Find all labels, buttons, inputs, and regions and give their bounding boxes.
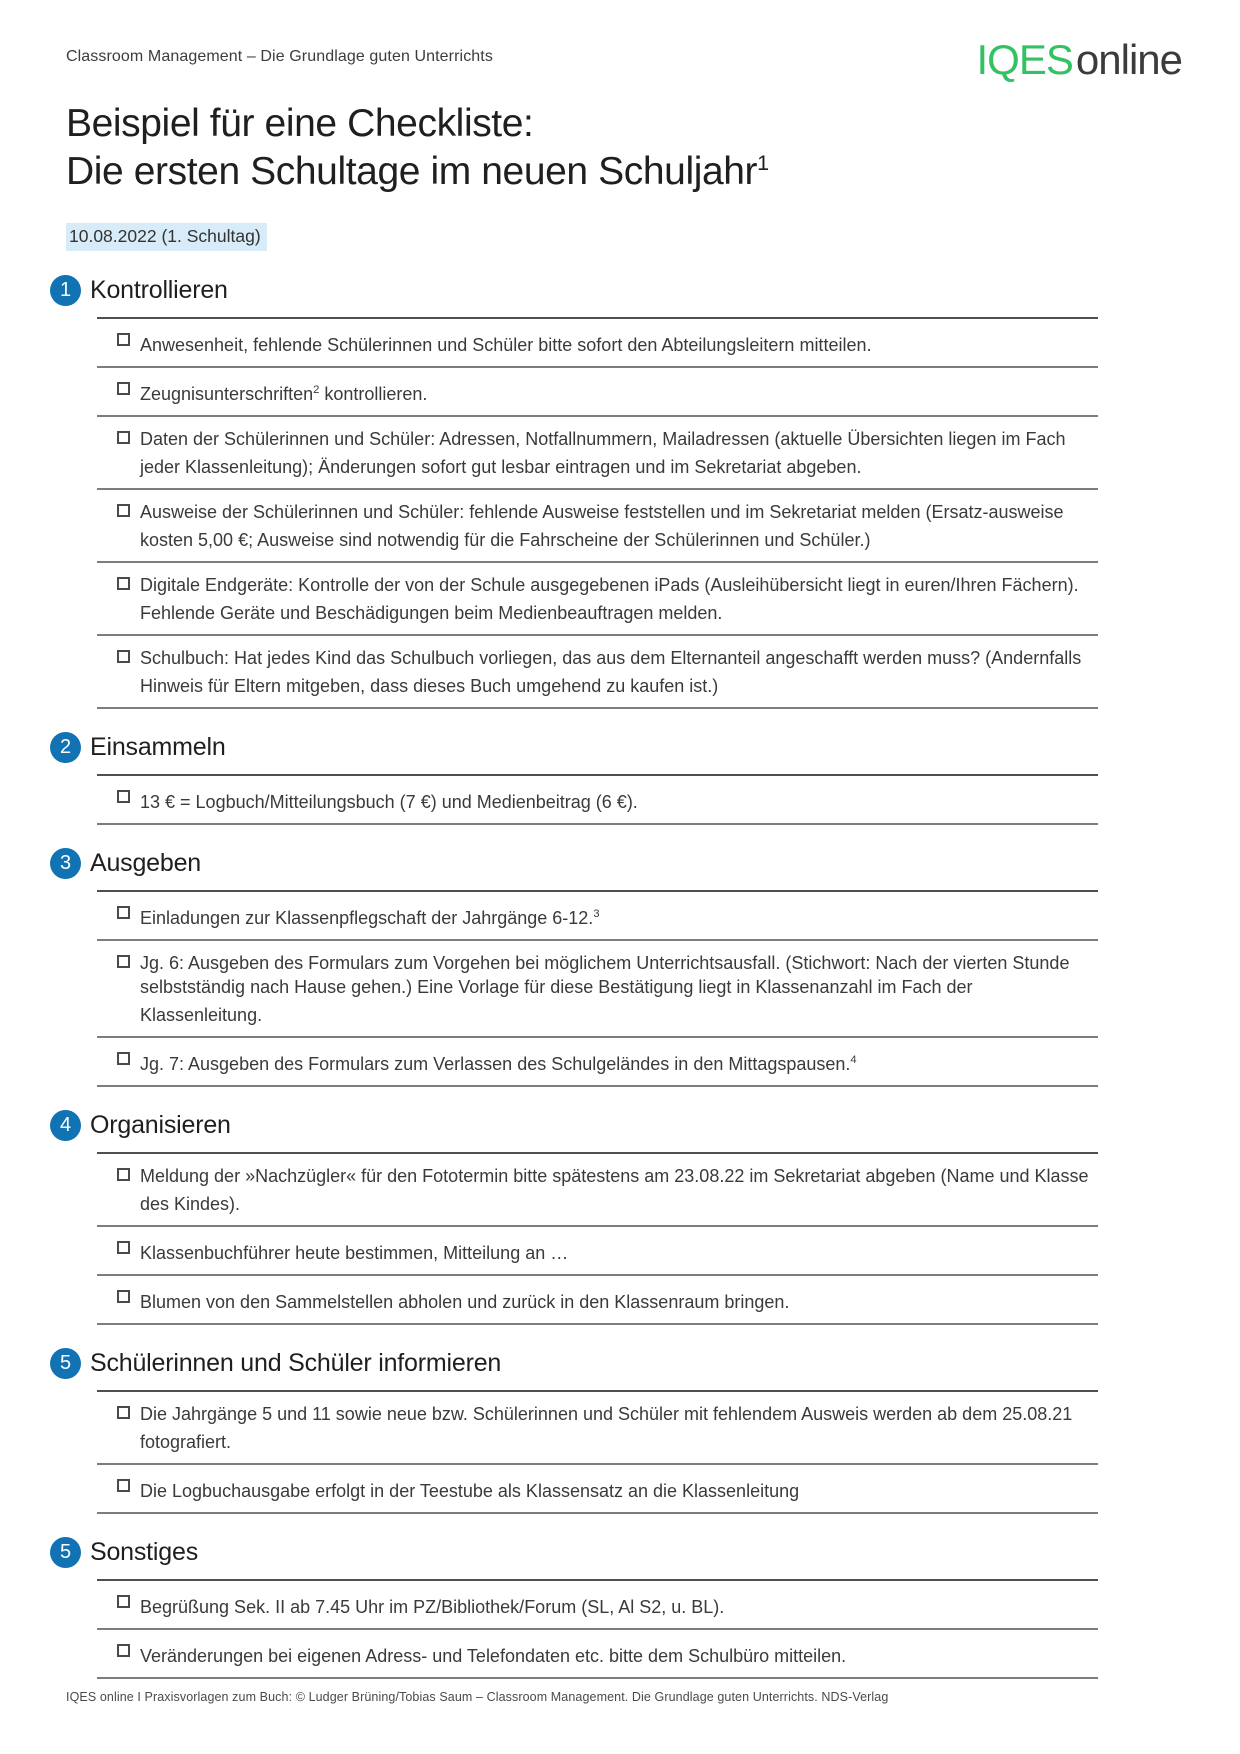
checklist-item-text: 13 € = Logbuch/Mitteilungsbuch (7 €) und Medienbeitrag (6 €). [140, 791, 638, 812]
section-number-badge: 2 [50, 732, 81, 763]
checkbox-icon[interactable] [117, 1241, 130, 1254]
footnote-marker: 2 [313, 383, 320, 396]
section-title: Schülerinnen und Schüler informieren [90, 1348, 502, 1377]
checklist-item-text: Ausweise der Schülerinnen und Schüler: fehlende Ausweise feststellen und im Sekretariat melden (Ersatz-ausweise kosten 5,00 €; Ausweise sind notwendig für die Fahrscheine der Schülerinnen und Schüler.) [140, 501, 1064, 550]
checkbox-icon[interactable] [117, 1052, 130, 1065]
checkbox-icon[interactable] [117, 382, 130, 395]
section-number-badge: 5 [50, 1537, 81, 1568]
logo-text-iqes: IQES [976, 36, 1073, 83]
section-einsammeln [50, 732, 1240, 825]
checkbox-icon[interactable] [117, 955, 130, 968]
checkbox-icon[interactable] [117, 1479, 130, 1492]
checklist-item [97, 892, 1098, 941]
section-header [50, 1537, 1240, 1568]
checklist-item [97, 1154, 1098, 1227]
section-item-list [97, 1579, 1098, 1679]
checklist-item [97, 1227, 1098, 1276]
checklist-item [97, 563, 1098, 636]
page-title-line2: Die ersten Schultage im neuen Schuljahr [66, 150, 758, 194]
checkbox-icon[interactable] [117, 790, 130, 803]
section-header [50, 1110, 1240, 1141]
iqes-online-logo [977, 38, 1182, 82]
date-highlight: 10.08.2022 (1. Schultag) [66, 223, 267, 251]
section-title: Einsammeln [90, 732, 226, 761]
document-header-text: Classroom Management – Die Grundlage guten Unterrichts [66, 48, 493, 65]
section-kontrollieren [50, 275, 1240, 709]
section-title: Ausgeben [90, 848, 201, 877]
checkbox-icon[interactable] [117, 1290, 130, 1303]
section-item-list [97, 1390, 1098, 1514]
footnote-marker: 3 [593, 907, 600, 920]
checklist-item-text: Jg. 6: Ausgeben des Formulars zum Vorgehen bei möglichem Unterrichtsausfall. (Stichwort: Nach der vierten Stunde selbstständig nach Hause gehen.) Eine Vorlage für diese Bestätigung liegt in Klassenanzahl im Fach der Klassenleitung. [140, 952, 1070, 1025]
checklist-item-text: Zeugnisunterschriften$^2$ kontrollieren. [140, 383, 428, 404]
section-number-badge: 5 [50, 1348, 81, 1379]
checklist-item-text: Die Logbuchausgabe erfolgt in der Teestube als Klassensatz an die Klassenleitung [140, 1480, 800, 1501]
checkbox-icon[interactable] [117, 1168, 130, 1181]
section-organisieren [50, 1110, 1240, 1325]
section-item-list [97, 1152, 1098, 1325]
section-header [50, 732, 1240, 763]
checklist-item-text: Die Jahrgänge 5 und 11 sowie neue bzw. Schülerinnen und Schüler mit fehlendem Ausweis werden ab dem 25.08.21 fotografiert. [140, 1403, 1073, 1452]
checkbox-icon[interactable] [117, 577, 130, 590]
section-sonstiges [50, 1537, 1240, 1679]
checklist-item-text: Daten der Schülerinnen und Schüler: Adressen, Notfallnummern, Mailadressen (aktuelle Übersichten liegen im Fach jeder Klassenleitung); Änderungen sofort gut lesbar eintragen und im Sekretariat abgeben. [140, 428, 1066, 477]
section-schueler-informieren [50, 1348, 1240, 1514]
checklist-item [97, 368, 1098, 417]
checklist-item-text: Begrüßung Sek. II ab 7.45 Uhr im PZ/Bibliothek/Forum (SL, Al S2, u. BL). [140, 1596, 725, 1617]
section-number-badge: 3 [50, 848, 81, 879]
checklist-item [97, 417, 1098, 490]
section-number-badge: 4 [50, 1110, 81, 1141]
checklist-sections [0, 275, 1240, 1679]
checklist-item-text: Klassenbuchführer heute bestimmen, Mitteilung an … [140, 1242, 569, 1263]
checkbox-icon[interactable] [117, 431, 130, 444]
checklist-item [97, 1392, 1098, 1465]
checklist-item [97, 1465, 1098, 1514]
checkbox-icon[interactable] [117, 1644, 130, 1657]
section-header [50, 275, 1240, 306]
page-title-line1: Beispiel für eine Checkliste: [66, 102, 534, 146]
checklist-item [97, 941, 1098, 1038]
checklist-item-text: Anwesenheit, fehlende Schülerinnen und Schüler bitte sofort den Abteilungsleitern mitteilen. [140, 334, 872, 355]
checkbox-icon[interactable] [117, 1406, 130, 1419]
checklist-item-text: Veränderungen bei eigenen Adress- und Telefondaten etc. bitte dem Schulbüro mitteilen. [140, 1645, 847, 1666]
checkbox-icon[interactable] [117, 504, 130, 517]
page-title [66, 100, 1240, 197]
checklist-item-text: Einladungen zur Klassenpflegschaft der Jahrgänge 6-12.$^3$ [140, 907, 600, 928]
logo-text-online: online [1075, 36, 1182, 83]
checklist-item [97, 319, 1098, 368]
section-title: Kontrollieren [90, 275, 228, 304]
checklist-item [97, 1276, 1098, 1325]
footer-text: IQES online I Praxisvorlagen zum Buch: © Ludger Brüning/Tobias Saum – Classroom Management. Die Grundlage guten Unterrichts. NDS-Verlag [66, 1690, 889, 1704]
checklist-item [97, 776, 1098, 825]
title-footnote-marker: 1 [757, 151, 769, 176]
checklist-item-text: Jg. 7: Ausgeben des Formulars zum Verlassen des Schulgeländes in den Mittagspausen.$^4$ [140, 1053, 857, 1074]
section-item-list [97, 317, 1098, 709]
page-top-bar [0, 0, 1240, 82]
checkbox-icon[interactable] [117, 650, 130, 663]
section-header [50, 848, 1240, 879]
checklist-item [97, 1038, 1098, 1087]
section-item-list [97, 890, 1098, 1087]
section-header [50, 1348, 1240, 1379]
section-ausgeben [50, 848, 1240, 1087]
checklist-item [97, 490, 1098, 563]
section-title: Organisieren [90, 1110, 231, 1139]
checklist-item-text: Meldung der »Nachzügler« für den Fototermin bitte spätestens am 23.08.22 im Sekretariat abgeben (Name und Klasse des Kindes). [140, 1165, 1089, 1214]
checklist-item [97, 1630, 1098, 1679]
checklist-item-text: Digitale Endgeräte: Kontrolle der von der Schule ausgegebenen iPads (Ausleihübersicht liegt in euren/Ihren Fächern). Fehlende Geräte und Beschädigungen beim Medienbeauftragen melden. [140, 574, 1079, 623]
date-row [66, 223, 1240, 251]
checkbox-icon[interactable] [117, 906, 130, 919]
checklist-item [97, 1581, 1098, 1630]
section-item-list [97, 774, 1098, 825]
section-number-badge: 1 [50, 275, 81, 306]
section-title: Sonstiges [90, 1537, 198, 1566]
checklist-item [97, 636, 1098, 709]
footnote-marker: 4 [850, 1053, 857, 1066]
checklist-item-text: Schulbuch: Hat jedes Kind das Schulbuch vorliegen, das aus dem Elternanteil angeschafft werden muss? (Andernfalls Hinweis für Eltern mitgeben, dass dieses Buch umgehend zu kaufen ist.) [140, 647, 1082, 696]
checklist-item-text: Blumen von den Sammelstellen abholen und zurück in den Klassenraum bringen. [140, 1291, 790, 1312]
checkbox-icon[interactable] [117, 1595, 130, 1608]
checkbox-icon[interactable] [117, 333, 130, 346]
